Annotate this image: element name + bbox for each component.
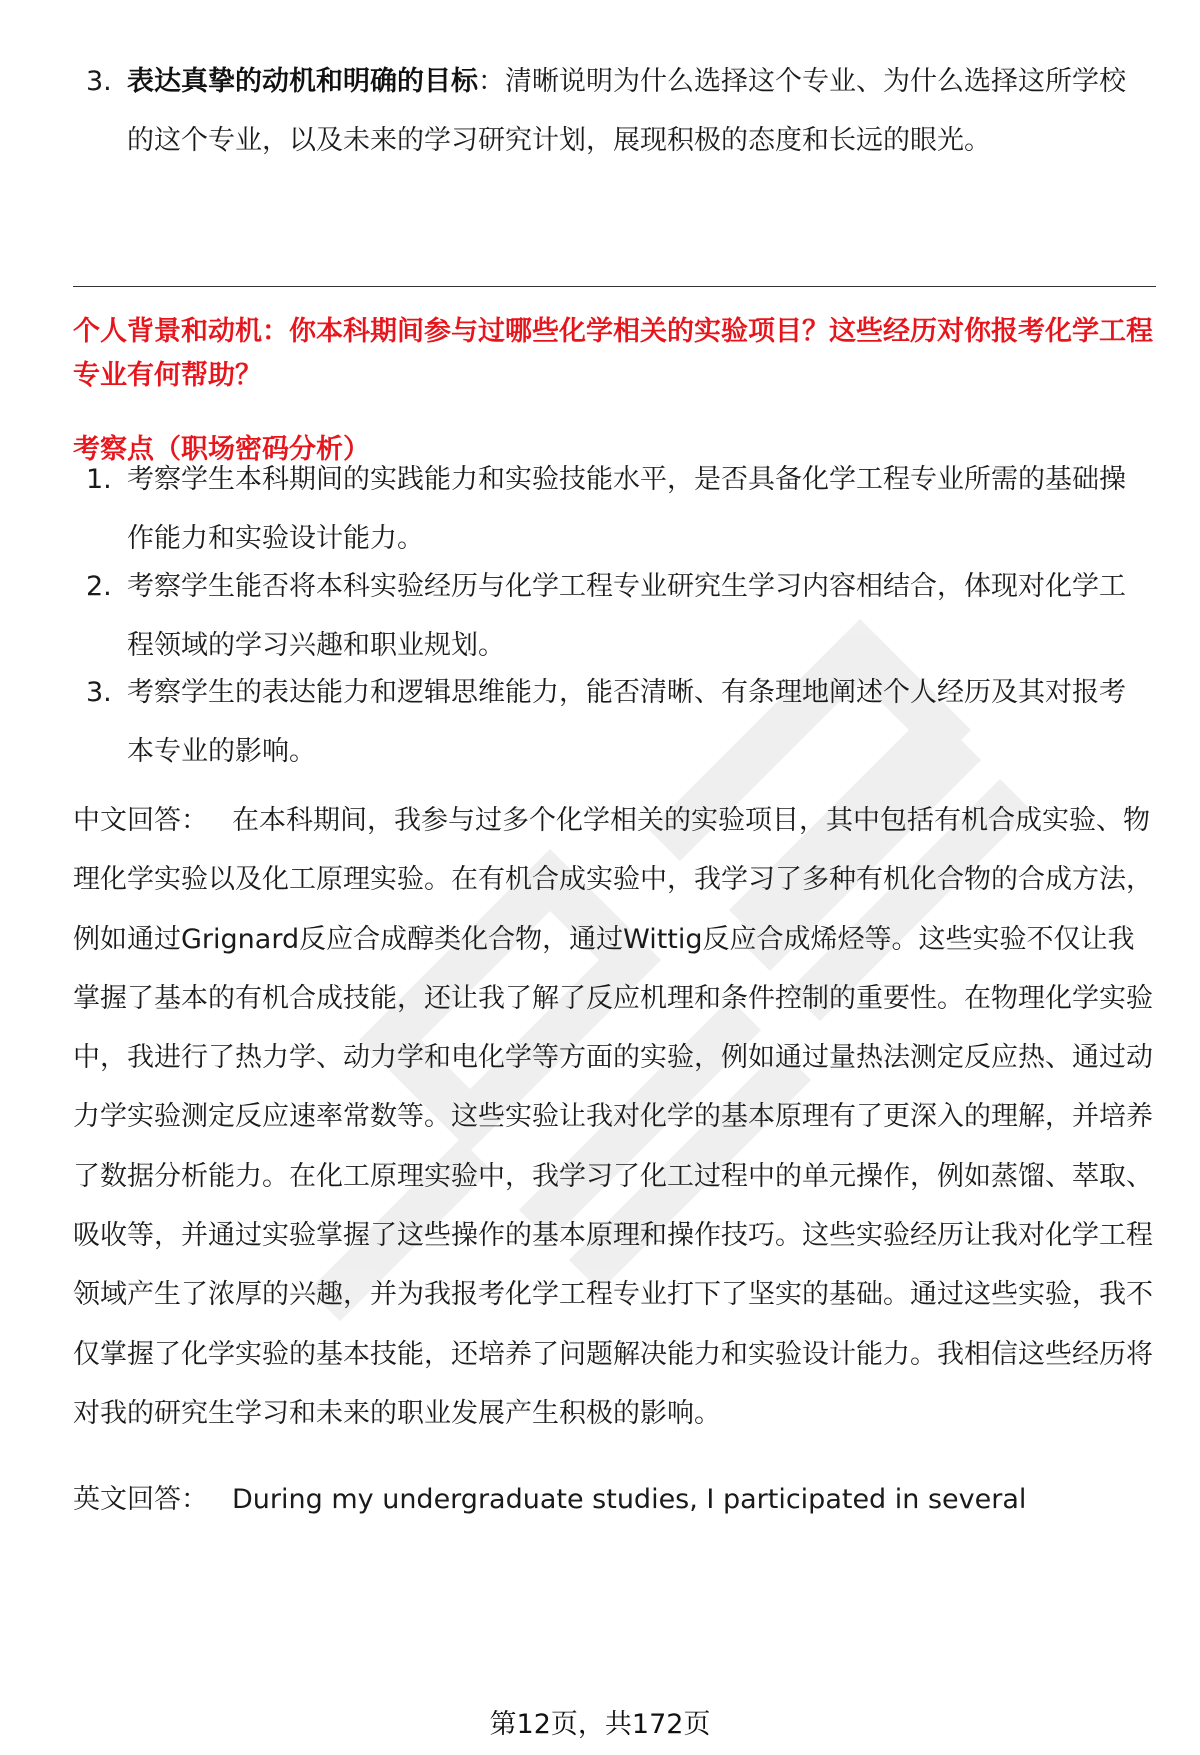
list-item [86, 663, 1146, 781]
english-answer-label: 英文回答： [73, 1484, 208, 1515]
list-item [86, 557, 1146, 675]
english-answer-text: During my undergraduate studies, I participated in several [232, 1484, 1027, 1515]
chinese-answer-text: 在本科期间，我参与过多个化学相关的实验项目，其中包括有机合成实验、物理化学实验以及化工原理实验。在有机合成实验中，我学习了多种有机化合物的合成方法，例如通过Grignard反应合成醇类化合物，通过Wittig反应合成烯烃等。这些实验不仅让我掌握了基本的有机合成技能，还让我了解了反应机理和条件控制的重要性。在物理化学实验中，我进行了热力学、动力学和电化学等方面的实验，例如通过量热法测定反应热、通过动力学实验测定反应速率常数等。这些实验让我对化学的基本原理有了更深入的理解，并培养了数据分析能力。在化工原理实验中，我学习了化工过程中的单元操作，例如蒸馏、萃取、吸收等，并通过实验掌握了这些操作的基本原理和操作技巧。这些实验经历让我对化学工程领域产生了浓厚的兴趣，并为我报考化学工程专业打下了坚实的基础。通过这些实验，我不仅掌握了化学实验的基本技能，还培养了问题解决能力和实验设计能力。我相信这些经历将对我的研究生学习和未来的职业发展产生积极的影响。 [73, 805, 1153, 1429]
list-item-text: 考察学生能否将本科实验经历与化学工程专业研究生学习内容相结合，体现对化学工程领域的学习兴趣和职业规划。 [127, 571, 1126, 661]
list-item [86, 52, 1146, 170]
list-item-text: 考察学生的表达能力和逻辑思维能力，能否清晰、有条理地阐述个人经历及其对报考本专业的影响。 [127, 677, 1126, 767]
chinese-answer [73, 791, 1158, 1443]
section-divider [73, 286, 1156, 287]
list-number: 2. [86, 571, 112, 602]
list-item [86, 450, 1146, 568]
question-title: 个人背景和动机：你本科期间参与过哪些化学相关的实验项目？这些经历对你报考化学工程专业有何帮助？ [73, 316, 1153, 391]
english-answer [73, 1470, 1158, 1529]
chinese-answer-label: 中文回答： [73, 805, 208, 836]
list-item-text: ：清晰说明为什么选择这个专业、为什么选择这所学校的这个专业，以及未来的学习研究计划，展现积极的态度和长远的眼光。 [127, 66, 1126, 156]
page-number: 第12页，共172页 [489, 1709, 711, 1740]
list-number: 1. [86, 464, 112, 495]
list-number: 3. [86, 66, 112, 97]
list-item-content [127, 52, 1127, 170]
assessment-heading: 考察点（职场密码分析） [73, 434, 370, 465]
list-item-heading: 表达真挚的动机和明确的目标 [127, 66, 478, 97]
list-item-text: 考察学生本科期间的实践能力和实验技能水平，是否具备化学工程专业所需的基础操作能力和实验设计能力。 [127, 464, 1126, 554]
list-number: 3. [86, 677, 112, 708]
